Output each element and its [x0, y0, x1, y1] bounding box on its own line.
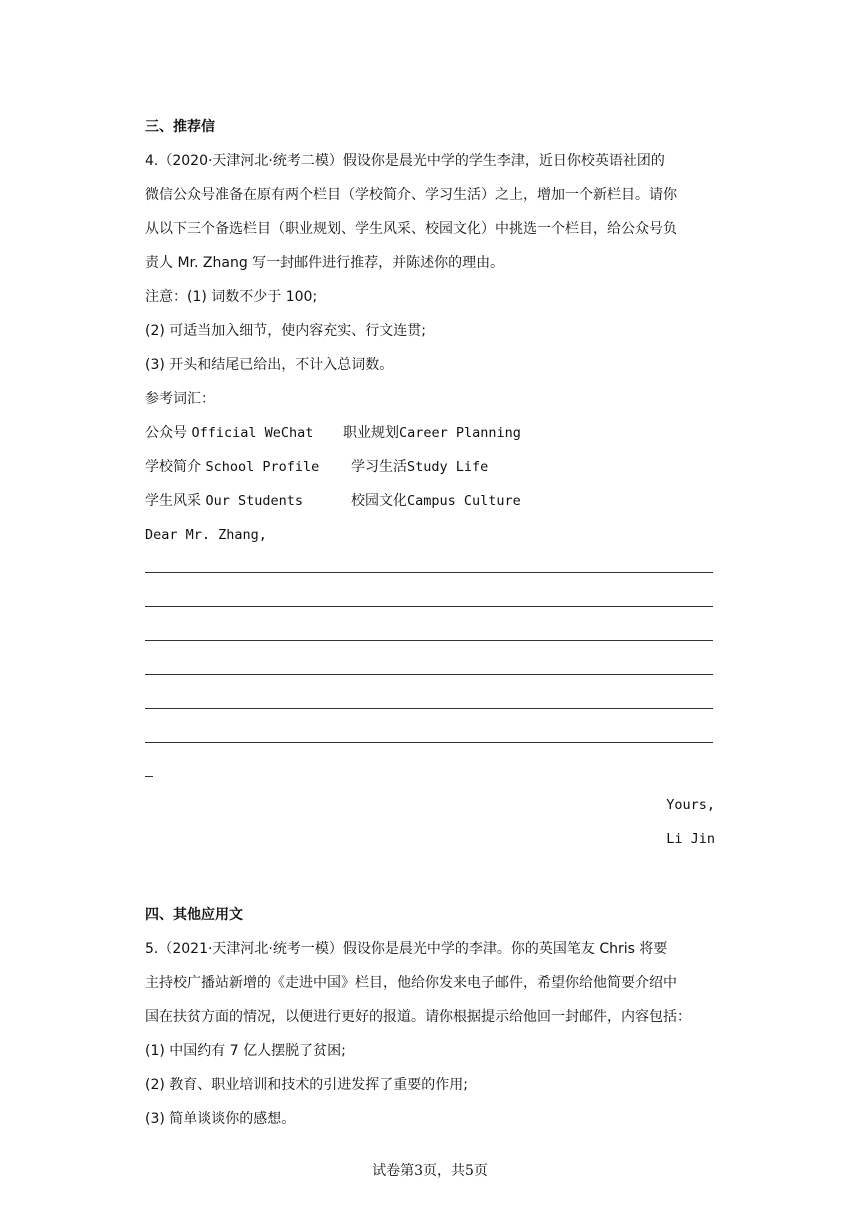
point-line: (3) 简单谈谈你的感想。 [145, 1111, 296, 1127]
section-heading: 三、推荐信 [145, 119, 215, 135]
question-text-line: 微信公众号准备在原有两个栏目（学校简介、学习生活）之上，增加一个新栏目。请你 [145, 187, 677, 203]
section-heading: 四、其他应用文 [145, 907, 243, 923]
vocab-term-en: Campus Culture [407, 493, 521, 509]
vocab-row [351, 491, 521, 511]
vocab-row [145, 423, 313, 443]
signature: Li Jin [666, 831, 715, 847]
question-text-line: 从以下三个备选栏目（职业规划、学生风采、校园文化）中挑选一个栏目，给公众号负 [145, 221, 677, 237]
point-line: (2) 教育、职业培训和技术的引进发挥了重要的作用; [145, 1077, 468, 1093]
point-line: (1) 中国约有 7 亿人摆脱了贫困; [145, 1043, 346, 1059]
vocab-label: 参考词汇： [145, 391, 215, 407]
vocab-term-en: School Profile [205, 459, 320, 475]
salutation: Dear Mr. Zhang, [145, 527, 267, 543]
writing-line[interactable] [145, 742, 713, 743]
page-footer: 试卷第3页，共5页 [372, 1163, 488, 1179]
vocab-row [145, 457, 319, 477]
vocab-term-cn: 公众号 [145, 425, 187, 441]
vocab-term-en: Career Planning [399, 425, 521, 441]
question-text-line: 4.（2020·天津河北·统考二模）假设你是晨光中学的学生李津，近日你校英语社团的 [145, 153, 665, 169]
vocab-row [343, 423, 521, 443]
question-text-line: 责人 Mr. Zhang 写一封邮件进行推荐，并陈述你的理由。 [145, 255, 505, 271]
closing: Yours, [666, 797, 715, 813]
vocab-term-cn: 学习生活 [351, 459, 407, 475]
writing-line[interactable] [145, 708, 713, 709]
question-text-line: 国在扶贫方面的情况，以便进行更好的报道。请你根据提示给他回一封邮件，内容包括： [145, 1009, 691, 1025]
vocab-row [351, 457, 488, 477]
vocab-term-cn: 职业规划 [343, 425, 399, 441]
vocab-term-en: Study Life [407, 459, 489, 475]
writing-line[interactable] [145, 640, 713, 641]
writing-line[interactable] [145, 674, 713, 675]
question-text-line: 主持校广播站新增的《走进中国》栏目，他给你发来电子邮件，希望你给他简要介绍中 [145, 975, 677, 991]
vocab-term-en: Our Students [205, 493, 303, 509]
note-line: 注意：(1) 词数不少于 100; [145, 289, 318, 305]
note-line: (2) 可适当加入细节，使内容充实、行文连贯; [145, 323, 426, 339]
writing-line[interactable] [145, 606, 713, 607]
writing-line[interactable] [145, 572, 713, 573]
vocab-term-cn: 学校简介 [145, 459, 201, 475]
vocab-term-en: Official WeChat [191, 425, 314, 441]
vocab-row [145, 491, 303, 511]
question-text-line: 5.（2021·天津河北·统考一模）假设你是晨光中学的李津。你的英国笔友 Chris 将要 [145, 941, 668, 957]
vocab-term-cn: 学生风采 [145, 493, 201, 509]
vocab-term-cn: 校园文化 [351, 493, 407, 509]
note-line: (3) 开头和结尾已给出，不计入总词数。 [145, 357, 394, 373]
writing-line-stub[interactable] [145, 776, 153, 777]
